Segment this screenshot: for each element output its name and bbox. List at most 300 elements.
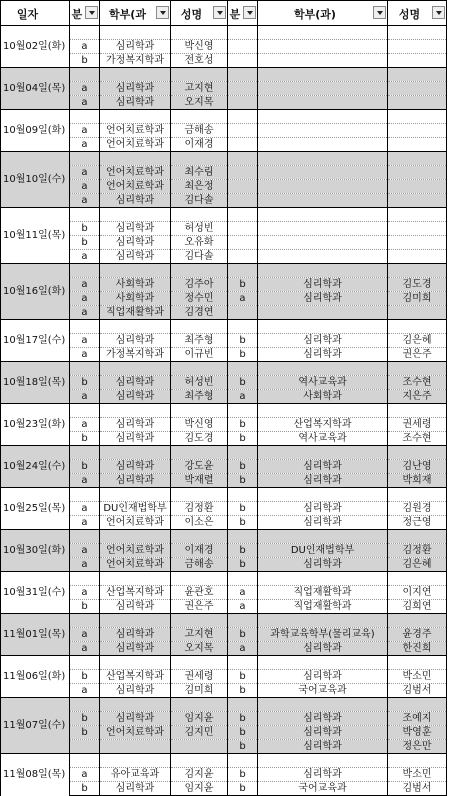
empty-cell[interactable] (171, 530, 228, 544)
div2-cell[interactable] (228, 40, 258, 54)
name1-cell[interactable]: 박재렬 (171, 474, 228, 488)
date-cell[interactable]: 10월30일(화) (1, 530, 70, 572)
empty-cell[interactable] (258, 530, 388, 544)
div2-cell[interactable] (228, 166, 258, 180)
empty-cell[interactable] (70, 320, 100, 334)
empty-cell[interactable] (171, 446, 228, 460)
dept1-cell[interactable]: 심리학과 (100, 334, 171, 348)
dept1-cell[interactable]: 산업복지학과 (100, 586, 171, 600)
div1-cell[interactable]: b (70, 712, 100, 726)
empty-cell[interactable] (70, 68, 100, 82)
div2-cell[interactable]: b (228, 726, 258, 740)
name2-cell[interactable]: 박소민 (388, 768, 447, 782)
empty-cell[interactable] (171, 488, 228, 502)
div2-cell[interactable]: b (228, 348, 258, 362)
div2-cell[interactable] (228, 54, 258, 68)
empty-cell[interactable] (258, 656, 388, 670)
empty-cell[interactable] (70, 488, 100, 502)
name1-cell[interactable]: 최주형 (171, 334, 228, 348)
empty-cell[interactable] (100, 152, 171, 166)
dept2-cell[interactable]: 역사교육과 (258, 432, 388, 446)
name2-cell[interactable]: 김미희 (388, 292, 447, 306)
empty-cell[interactable] (70, 754, 100, 768)
dept1-cell[interactable]: 언어치료학과 (100, 558, 171, 572)
filter-dropdown-icon[interactable] (85, 6, 98, 19)
empty-cell[interactable] (70, 110, 100, 124)
div2-cell[interactable]: b (228, 418, 258, 432)
div1-cell[interactable]: a (70, 138, 100, 152)
empty-cell[interactable] (100, 754, 171, 768)
empty-cell[interactable] (388, 404, 447, 418)
dept1-cell[interactable]: 심리학과 (100, 600, 171, 614)
dept1-cell[interactable]: 심리학과 (100, 40, 171, 54)
div2-cell[interactable] (228, 236, 258, 250)
empty-cell[interactable] (228, 264, 258, 278)
empty-cell[interactable] (228, 208, 258, 222)
dept1-cell[interactable]: 가정복지학과 (100, 54, 171, 68)
empty-cell[interactable] (100, 208, 171, 222)
div1-cell[interactable]: a (70, 418, 100, 432)
filter-dropdown-icon[interactable] (243, 6, 256, 19)
name2-cell[interactable] (388, 82, 447, 96)
name1-cell[interactable]: 김다솔 (171, 250, 228, 264)
div2-cell[interactable] (228, 138, 258, 152)
name2-cell[interactable] (388, 138, 447, 152)
empty-cell[interactable] (388, 26, 447, 40)
empty-cell[interactable] (388, 208, 447, 222)
date-cell[interactable]: 10월04일(목) (1, 68, 70, 110)
filter-dropdown-icon[interactable] (373, 6, 386, 19)
empty-cell[interactable] (100, 530, 171, 544)
div1-cell[interactable]: a (70, 96, 100, 110)
name1-cell[interactable]: 이규빈 (171, 348, 228, 362)
empty-cell[interactable] (258, 362, 388, 376)
dept2-cell[interactable] (258, 166, 388, 180)
name1-cell[interactable]: 최은정 (171, 180, 228, 194)
empty-cell[interactable] (388, 110, 447, 124)
name1-cell[interactable]: 김도경 (171, 432, 228, 446)
empty-cell[interactable] (70, 656, 100, 670)
empty-cell[interactable] (171, 572, 228, 586)
div2-cell[interactable]: b (228, 334, 258, 348)
div1-cell[interactable]: a (70, 82, 100, 96)
name1-cell[interactable]: 김지윤 (171, 768, 228, 782)
name1-cell[interactable]: 이소은 (171, 516, 228, 530)
div2-cell[interactable] (228, 96, 258, 110)
empty-cell[interactable] (70, 26, 100, 40)
dept1-cell[interactable]: 가정복지학과 (100, 348, 171, 362)
name1-cell[interactable]: 오지목 (171, 96, 228, 110)
empty-cell[interactable] (171, 68, 228, 82)
dept2-cell[interactable] (258, 82, 388, 96)
name1-cell[interactable]: 오유화 (171, 236, 228, 250)
empty-cell[interactable] (70, 614, 100, 628)
name2-cell[interactable]: 조수현 (388, 376, 447, 390)
empty-cell[interactable] (70, 698, 100, 712)
div2-cell[interactable]: b (228, 782, 258, 796)
dept2-cell[interactable]: 심리학과 (258, 334, 388, 348)
empty-cell[interactable] (388, 698, 447, 712)
empty-cell[interactable] (258, 110, 388, 124)
name2-cell[interactable] (388, 96, 447, 110)
empty-cell[interactable] (258, 208, 388, 222)
div1-cell[interactable]: a (70, 166, 100, 180)
dept2-cell[interactable]: 국어교육과 (258, 684, 388, 698)
empty-cell[interactable] (228, 110, 258, 124)
empty-cell[interactable] (258, 488, 388, 502)
div1-cell[interactable]: a (70, 390, 100, 404)
dept1-cell[interactable]: 사회학과 (100, 292, 171, 306)
date-cell[interactable]: 11월08일(목) (1, 754, 70, 796)
dept2-cell[interactable]: 심리학과 (258, 474, 388, 488)
div1-cell[interactable]: a (70, 768, 100, 782)
dept1-cell[interactable]: 언어치료학과 (100, 516, 171, 530)
name2-cell[interactable] (388, 54, 447, 68)
dept2-cell[interactable] (258, 40, 388, 54)
empty-cell[interactable] (258, 68, 388, 82)
date-cell[interactable]: 11월06일(화) (1, 656, 70, 698)
date-cell[interactable]: 10월25일(목) (1, 488, 70, 530)
empty-cell[interactable] (388, 68, 447, 82)
empty-cell[interactable] (100, 110, 171, 124)
empty-cell[interactable] (100, 320, 171, 334)
empty-cell[interactable] (228, 320, 258, 334)
empty-cell[interactable] (171, 698, 228, 712)
dept1-cell[interactable]: 산업복지학과 (100, 670, 171, 684)
dept2-cell[interactable]: 산업복지학과 (258, 418, 388, 432)
div2-cell[interactable]: a (228, 586, 258, 600)
div2-cell[interactable]: a (228, 600, 258, 614)
dept1-cell[interactable]: 유아교육과 (100, 768, 171, 782)
name1-cell[interactable]: 최주형 (171, 390, 228, 404)
dept2-cell[interactable]: 심리학과 (258, 278, 388, 292)
div1-cell[interactable]: a (70, 544, 100, 558)
dept2-cell[interactable]: 심리학과 (258, 726, 388, 740)
dept1-cell[interactable]: 사회학과 (100, 278, 171, 292)
dept2-cell[interactable]: 사회학과 (258, 390, 388, 404)
empty-cell[interactable] (388, 572, 447, 586)
date-cell[interactable]: 10월24일(수) (1, 446, 70, 488)
empty-cell[interactable] (388, 614, 447, 628)
empty-cell[interactable] (100, 446, 171, 460)
dept1-cell[interactable]: 심리학과 (100, 222, 171, 236)
date-cell[interactable]: 10월31일(수) (1, 572, 70, 614)
empty-cell[interactable] (171, 754, 228, 768)
empty-cell[interactable] (70, 362, 100, 376)
dept2-cell[interactable] (258, 96, 388, 110)
empty-cell[interactable] (171, 320, 228, 334)
div1-cell[interactable]: a (70, 334, 100, 348)
name1-cell[interactable]: 이재경 (171, 544, 228, 558)
name2-cell[interactable]: 권세령 (388, 418, 447, 432)
div2-cell[interactable]: b (228, 516, 258, 530)
dept2-cell[interactable] (258, 194, 388, 208)
div2-cell[interactable]: a (228, 390, 258, 404)
div1-cell[interactable]: a (70, 306, 100, 320)
empty-cell[interactable] (228, 68, 258, 82)
date-cell[interactable]: 11월07일(수) (1, 698, 70, 754)
empty-cell[interactable] (100, 404, 171, 418)
div1-cell[interactable]: b (70, 726, 100, 740)
date-cell[interactable]: 10월09일(화) (1, 110, 70, 152)
empty-cell[interactable] (70, 404, 100, 418)
empty-cell[interactable] (388, 362, 447, 376)
name1-cell[interactable]: 김주아 (171, 278, 228, 292)
dept2-cell[interactable] (258, 180, 388, 194)
div1-cell[interactable]: a (70, 684, 100, 698)
empty-cell[interactable] (171, 362, 228, 376)
div1-cell[interactable]: a (70, 516, 100, 530)
dept2-cell[interactable]: 심리학과 (258, 502, 388, 516)
name2-cell[interactable]: 한진희 (388, 642, 447, 656)
div1-cell[interactable]: b (70, 460, 100, 474)
dept1-cell[interactable]: 심리학과 (100, 390, 171, 404)
div1-cell[interactable]: a (70, 40, 100, 54)
empty-cell[interactable] (171, 264, 228, 278)
dept1-cell[interactable]: 언어치료학과 (100, 180, 171, 194)
empty-cell[interactable] (388, 320, 447, 334)
name2-cell[interactable] (388, 236, 447, 250)
empty-cell[interactable] (100, 264, 171, 278)
empty-cell[interactable] (70, 208, 100, 222)
name1-cell[interactable]: 권세령 (171, 670, 228, 684)
div1-cell[interactable]: b (70, 222, 100, 236)
name2-cell[interactable]: 김원경 (388, 502, 447, 516)
name1-cell[interactable]: 정수민 (171, 292, 228, 306)
name1-cell[interactable]: 임지윤 (171, 782, 228, 796)
div1-cell[interactable]: a (70, 348, 100, 362)
name1-cell[interactable]: 윤관호 (171, 586, 228, 600)
div1-cell[interactable]: b (70, 782, 100, 796)
dept2-cell[interactable]: 심리학과 (258, 642, 388, 656)
empty-cell[interactable] (171, 110, 228, 124)
empty-cell[interactable] (100, 656, 171, 670)
div1-cell[interactable]: a (70, 502, 100, 516)
dept1-cell[interactable]: 심리학과 (100, 460, 171, 474)
name2-cell[interactable]: 박희재 (388, 474, 447, 488)
filter-dropdown-icon[interactable] (432, 6, 445, 19)
dept1-cell[interactable]: 언어치료학과 (100, 726, 171, 740)
name2-cell[interactable]: 권은주 (388, 348, 447, 362)
empty-cell[interactable] (258, 26, 388, 40)
div2-cell[interactable] (228, 250, 258, 264)
name1-cell[interactable]: 김미희 (171, 684, 228, 698)
name2-cell[interactable] (388, 194, 447, 208)
empty-cell[interactable] (228, 446, 258, 460)
empty-cell[interactable] (228, 404, 258, 418)
date-cell[interactable]: 10월18일(목) (1, 362, 70, 404)
empty-cell[interactable] (70, 572, 100, 586)
empty-cell[interactable] (258, 614, 388, 628)
div1-cell[interactable]: a (70, 292, 100, 306)
empty-cell[interactable] (388, 446, 447, 460)
dept2-cell[interactable]: 직업재활학과 (258, 586, 388, 600)
name2-cell[interactable] (388, 166, 447, 180)
div1-cell[interactable]: a (70, 558, 100, 572)
div2-cell[interactable]: a (228, 292, 258, 306)
dept2-cell[interactable] (258, 306, 388, 320)
empty-cell[interactable] (388, 264, 447, 278)
dept1-cell[interactable]: 심리학과 (100, 782, 171, 796)
dept1-cell[interactable]: 언어치료학과 (100, 544, 171, 558)
empty-cell[interactable] (70, 530, 100, 544)
div2-cell[interactable]: b (228, 544, 258, 558)
div2-cell[interactable]: b (228, 712, 258, 726)
name2-cell[interactable]: 김도경 (388, 278, 447, 292)
div2-cell[interactable]: b (228, 740, 258, 754)
div2-cell[interactable]: b (228, 432, 258, 446)
dept1-cell[interactable]: 심리학과 (100, 194, 171, 208)
empty-cell[interactable] (70, 446, 100, 460)
dept2-cell[interactable] (258, 236, 388, 250)
div1-cell[interactable]: b (70, 432, 100, 446)
div1-cell[interactable]: a (70, 250, 100, 264)
dept2-cell[interactable]: DU인재법학부 (258, 544, 388, 558)
name1-cell[interactable]: 고지현 (171, 628, 228, 642)
empty-cell[interactable] (228, 26, 258, 40)
div2-cell[interactable] (228, 180, 258, 194)
empty-cell[interactable] (171, 208, 228, 222)
empty-cell[interactable] (228, 152, 258, 166)
empty-cell[interactable] (171, 26, 228, 40)
div2-cell[interactable]: b (228, 628, 258, 642)
empty-cell[interactable] (258, 264, 388, 278)
empty-cell[interactable] (70, 264, 100, 278)
name2-cell[interactable]: 김정환 (388, 544, 447, 558)
dept2-cell[interactable]: 심리학과 (258, 516, 388, 530)
empty-cell[interactable] (388, 754, 447, 768)
empty-cell[interactable] (100, 572, 171, 586)
name1-cell[interactable]: 김다솔 (171, 194, 228, 208)
name2-cell[interactable]: 박영훈 (388, 726, 447, 740)
div2-cell[interactable] (228, 222, 258, 236)
date-cell[interactable]: 10월23일(화) (1, 404, 70, 446)
name2-cell[interactable]: 조수현 (388, 432, 447, 446)
dept2-cell[interactable]: 심리학과 (258, 712, 388, 726)
div2-cell[interactable]: b (228, 684, 258, 698)
empty-cell[interactable] (228, 488, 258, 502)
name1-cell[interactable]: 금해송 (171, 124, 228, 138)
empty-cell[interactable] (388, 530, 447, 544)
div1-cell[interactable]: a (70, 628, 100, 642)
name2-cell[interactable] (388, 40, 447, 54)
div2-cell[interactable] (228, 124, 258, 138)
name2-cell[interactable]: 김난영 (388, 460, 447, 474)
div2-cell[interactable] (228, 194, 258, 208)
dept2-cell[interactable]: 직업재활학과 (258, 600, 388, 614)
div2-cell[interactable]: b (228, 502, 258, 516)
div1-cell[interactable]: a (70, 642, 100, 656)
empty-cell[interactable] (228, 530, 258, 544)
div2-cell[interactable]: b (228, 460, 258, 474)
dept1-cell[interactable]: DU인재법학부 (100, 502, 171, 516)
dept2-cell[interactable]: 심리학과 (258, 768, 388, 782)
empty-cell[interactable] (258, 404, 388, 418)
dept1-cell[interactable]: 심리학과 (100, 712, 171, 726)
empty-cell[interactable] (228, 754, 258, 768)
dept2-cell[interactable]: 심리학과 (258, 292, 388, 306)
dept2-cell[interactable]: 심리학과 (258, 558, 388, 572)
dept2-cell[interactable]: 심리학과 (258, 460, 388, 474)
date-cell[interactable]: 11월01일(목) (1, 614, 70, 656)
date-cell[interactable]: 10월10일(수) (1, 152, 70, 208)
empty-cell[interactable] (100, 614, 171, 628)
div2-cell[interactable]: b (228, 670, 258, 684)
name1-cell[interactable]: 임지윤 (171, 712, 228, 726)
dept2-cell[interactable]: 심리학과 (258, 348, 388, 362)
dept2-cell[interactable] (258, 54, 388, 68)
empty-cell[interactable] (228, 572, 258, 586)
div1-cell[interactable]: a (70, 194, 100, 208)
empty-cell[interactable] (258, 320, 388, 334)
div2-cell[interactable]: b (228, 768, 258, 782)
name2-cell[interactable]: 윤경주 (388, 628, 447, 642)
name2-cell[interactable]: 김은혜 (388, 558, 447, 572)
name1-cell[interactable]: 김지민 (171, 726, 228, 740)
empty-cell[interactable] (228, 614, 258, 628)
dept1-cell[interactable]: 심리학과 (100, 474, 171, 488)
dept2-cell[interactable]: 심리학과 (258, 740, 388, 754)
dept1-cell[interactable]: 언어치료학과 (100, 166, 171, 180)
name2-cell[interactable]: 박소민 (388, 670, 447, 684)
name2-cell[interactable] (388, 250, 447, 264)
empty-cell[interactable] (70, 152, 100, 166)
date-cell[interactable]: 10월11일(목) (1, 208, 70, 264)
div2-cell[interactable] (228, 306, 258, 320)
div1-cell[interactable]: a (70, 474, 100, 488)
dept1-cell[interactable]: 심리학과 (100, 432, 171, 446)
empty-cell[interactable] (258, 446, 388, 460)
dept1-cell[interactable]: 심리학과 (100, 376, 171, 390)
dept2-cell[interactable]: 과학교육학부(물리교육) (258, 628, 388, 642)
empty-cell[interactable] (100, 26, 171, 40)
dept2-cell[interactable]: 국어교육과 (258, 782, 388, 796)
name1-cell[interactable]: 박신영 (171, 40, 228, 54)
empty-cell[interactable] (100, 488, 171, 502)
dept1-cell[interactable]: 심리학과 (100, 684, 171, 698)
empty-cell[interactable] (258, 572, 388, 586)
div2-cell[interactable]: b (228, 474, 258, 488)
name2-cell[interactable] (388, 222, 447, 236)
name1-cell[interactable]: 금해송 (171, 558, 228, 572)
name2-cell[interactable]: 김범서 (388, 782, 447, 796)
name1-cell[interactable]: 권은주 (171, 600, 228, 614)
dept2-cell[interactable]: 역사교육과 (258, 376, 388, 390)
date-cell[interactable]: 10월02일(화) (1, 26, 70, 68)
empty-cell[interactable] (388, 488, 447, 502)
name2-cell[interactable]: 조예지 (388, 712, 447, 726)
name1-cell[interactable]: 박신영 (171, 418, 228, 432)
dept2-cell[interactable] (258, 138, 388, 152)
empty-cell[interactable] (258, 152, 388, 166)
name1-cell[interactable]: 허성빈 (171, 376, 228, 390)
name1-cell[interactable]: 고지현 (171, 82, 228, 96)
date-cell[interactable]: 10월16일(화) (1, 264, 70, 320)
empty-cell[interactable] (228, 698, 258, 712)
dept2-cell[interactable] (258, 222, 388, 236)
div2-cell[interactable]: b (228, 558, 258, 572)
div2-cell[interactable]: a (228, 642, 258, 656)
date-cell[interactable]: 10월17일(수) (1, 320, 70, 362)
empty-cell[interactable] (228, 362, 258, 376)
div1-cell[interactable]: b (70, 236, 100, 250)
empty-cell[interactable] (171, 656, 228, 670)
div2-cell[interactable]: b (228, 278, 258, 292)
name1-cell[interactable]: 허성빈 (171, 222, 228, 236)
div1-cell[interactable]: a (70, 278, 100, 292)
empty-cell[interactable] (100, 68, 171, 82)
dept1-cell[interactable]: 심리학과 (100, 250, 171, 264)
